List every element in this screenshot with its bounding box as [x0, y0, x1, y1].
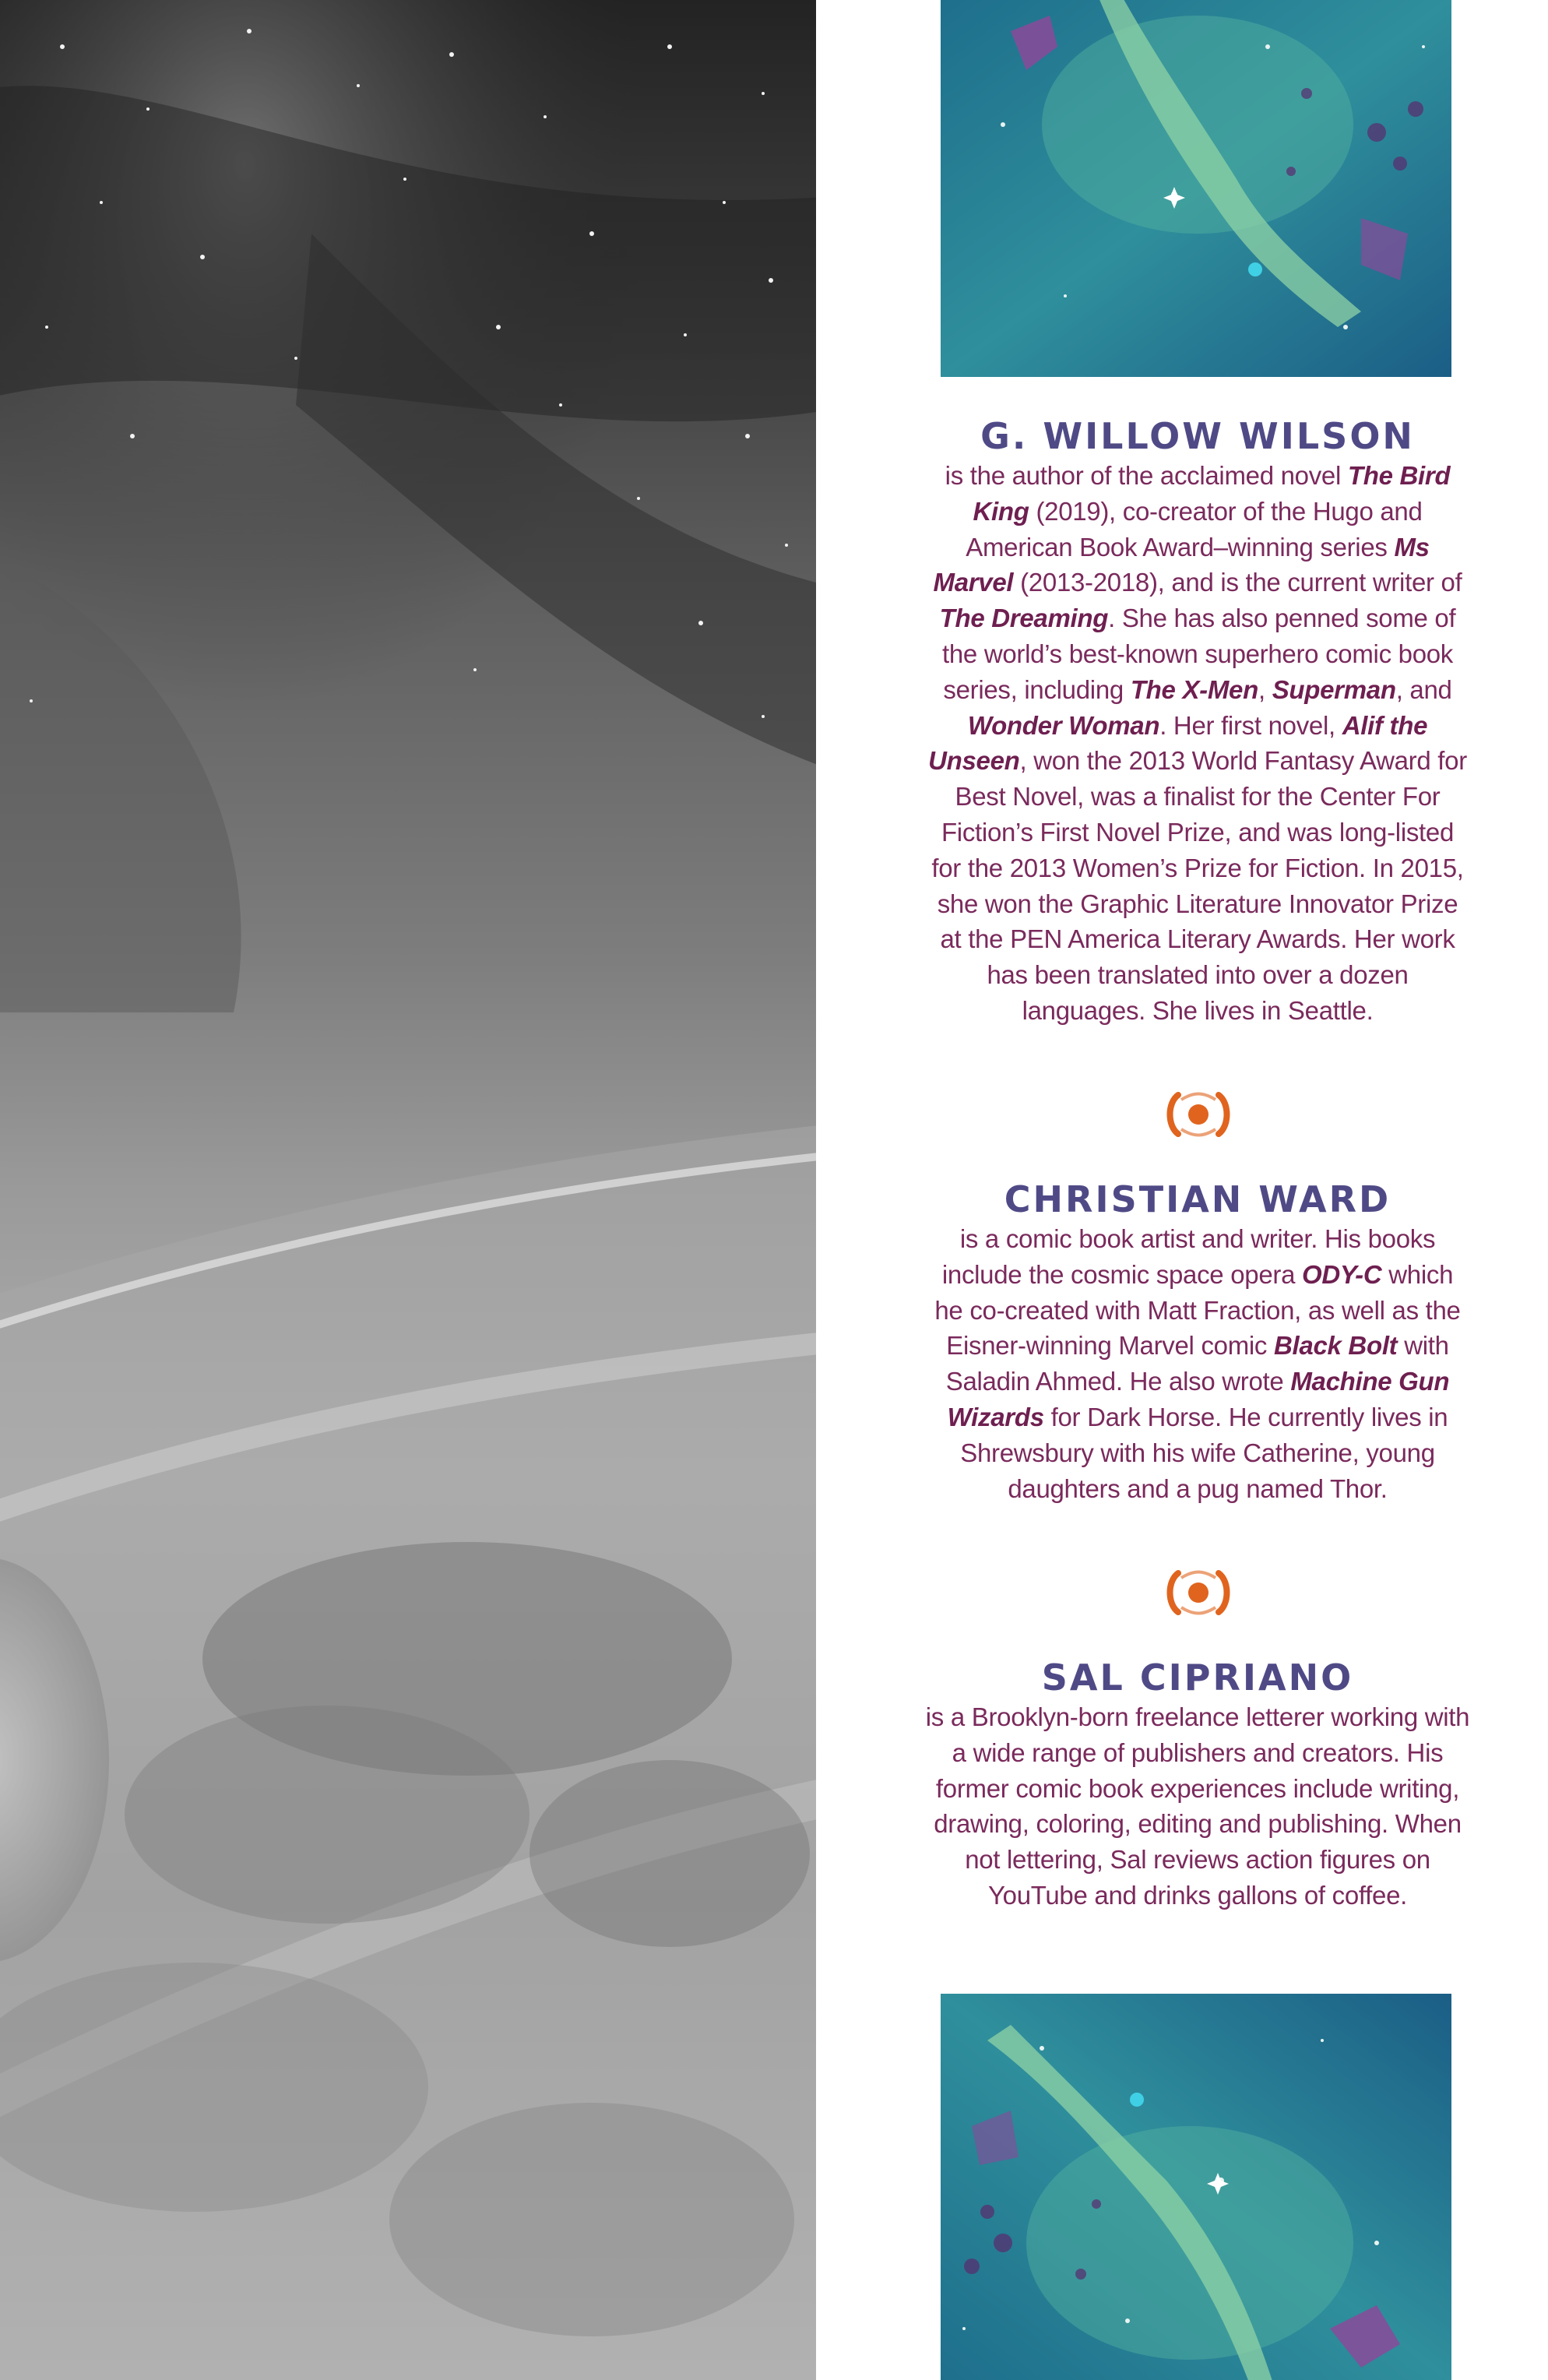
bio-emphasis-title: Superman: [1272, 674, 1396, 704]
bio-text-run: is a Brooklyn-born freelance letterer working with a wide range of publishers and creators. His former comic book experiences include writing, drawing, coloring, editing and publishing. When not lettering, Sal reviews action figures on YouTube and drinks gallons of coffee.: [925, 1702, 1470, 1910]
orbit-ring-icon: [1163, 1567, 1234, 1618]
bio-text-run: (2019), co-creator of the Hugo and American Book Award–winning series: [966, 496, 1423, 562]
cosmic-swimmer-artwork-bottom: [941, 1994, 1451, 2380]
bio-emphasis-title: Ms Marvel: [933, 532, 1430, 597]
bio-text-run: , and: [1395, 674, 1452, 704]
bio-willow-wilson: [925, 414, 1470, 1029]
bio-text-run: (2013-2018), and is the current writer of: [1013, 568, 1462, 597]
bio-text-run: , won the 2013 World Fantasy Award for Best Novel, was a finalist for the Center For Fiction’s First Novel Prize, and was long-listed for the 2013 Women’s Prize for Fiction. In 2015, she won the Graphic Literature Innovator Prize at the PEN America Literary Awards. Her work has been translated into over a dozen languages. She lives in Seattle.: [931, 746, 1467, 1025]
bio-emphasis-title: Wonder Woman: [967, 710, 1160, 740]
orbit-ring-icon: [1163, 1089, 1234, 1140]
cosmic-swimmer-artwork-top: [941, 0, 1451, 377]
bio-emphasis-title: Black Bolt: [1274, 1331, 1398, 1361]
bio-name: G. WILLOW WILSON: [980, 415, 1415, 457]
bio-christian-ward: [925, 1178, 1470, 1506]
bio-emphasis-title: The Bird King: [973, 461, 1451, 526]
bio-text-run: with Saladin Ahmed. He also wrote: [945, 1331, 1449, 1396]
bio-text-run: ,: [1258, 674, 1272, 704]
bio-text-run: for Dark Horse. He currently lives in Shrewsbury with his wife Catherine, young daughters and a pug named Thor.: [960, 1402, 1448, 1503]
bio-emphasis-title: Machine Gun Wizards: [947, 1367, 1450, 1431]
bio-text-run: is a comic book artist and writer. His books include the cosmic space opera: [941, 1224, 1436, 1289]
bio-text-run: . Her first novel,: [1159, 710, 1342, 740]
bio-text: [925, 1221, 1470, 1506]
bio-column: [816, 0, 1548, 2380]
bio-emphasis-title: The Dreaming: [939, 604, 1109, 633]
bio-sal-cipriano: [925, 1656, 1470, 1914]
bio-text: [925, 1699, 1470, 1914]
bio-text-run: is the author of the acclaimed novel: [945, 461, 1348, 490]
bio-emphasis-title: The X-Men: [1130, 674, 1258, 704]
bio-text: [925, 458, 1470, 1029]
bio-name: CHRISTIAN WARD: [1004, 1178, 1391, 1220]
bio-emphasis-title: ODY-C: [1302, 1259, 1382, 1289]
bio-text-run: which he co-created with Matt Fraction, as well as the Eisner-winning Marvel comic: [934, 1259, 1461, 1361]
bio-emphasis-title: Alif the Unseen: [928, 710, 1428, 776]
bio-text-run: . She has also penned some of the world’s best-known superhero comic book series, including: [942, 604, 1456, 704]
bio-name: SAL CIPRIANO: [1041, 1656, 1354, 1699]
